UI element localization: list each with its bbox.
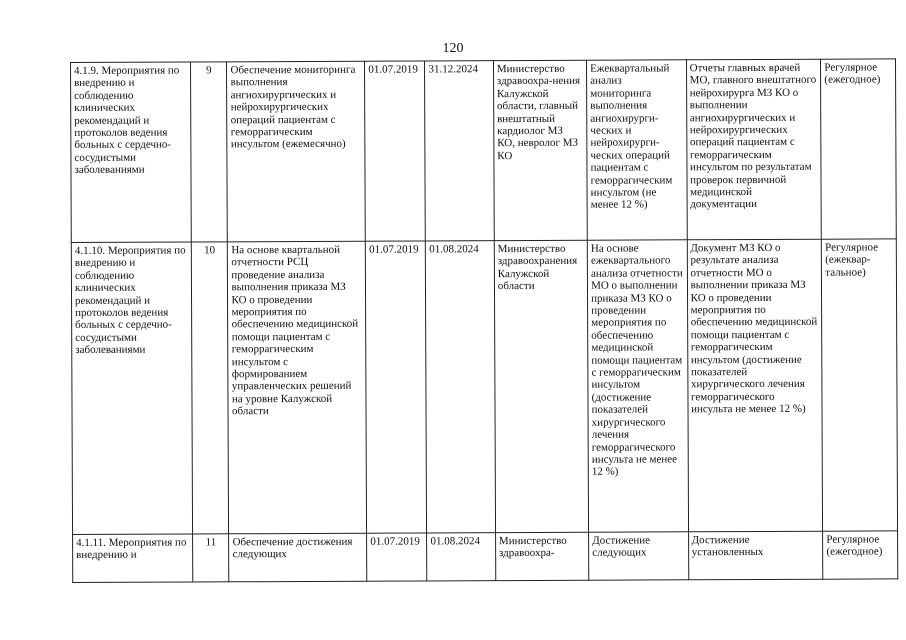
table-row xyxy=(71,59,897,243)
measure-name: 4.1.11. Мероприятия по внедрению и xyxy=(73,534,193,583)
periodicity: Регулярное (ежегодное) xyxy=(821,59,896,239)
start-date: 01.07.2019 xyxy=(365,61,426,241)
end-date: 31.12.2024 xyxy=(425,61,494,241)
periodicity: Регулярное (ежегодное) xyxy=(823,531,898,579)
table-row xyxy=(73,531,898,583)
executor: Министерство здравоохранения Калужской области xyxy=(494,240,589,532)
start-date: 01.07.2019 xyxy=(366,241,427,533)
characteristic: Ежеквартальный анализ мониторинга выполнения ангиохирурги-ческих и нейрохирурги-ческих операций пациентам с геморрагическим инсультом (не менее 12 %) xyxy=(587,60,687,240)
row-number: 10 xyxy=(192,242,230,534)
row-number: 11 xyxy=(193,534,229,582)
row-number: 9 xyxy=(191,62,228,242)
measure-description: На основе квартальной отчетности РСЦ проведение анализа выполнения приказа МЗ КО о проведении мероприятия по обеспечению медицинской помощи пациентам с геморрагическим инсультом с формированием управленческих решений на уровне Калужской области xyxy=(228,241,367,534)
characteristic: Достижение следующих xyxy=(589,532,689,580)
measures-table xyxy=(70,58,898,583)
result: Достижение установленных xyxy=(688,531,823,580)
characteristic: На основе ежеквартального анализа отчетности МО о выполнении приказа МЗ КО о проведении мероприятия по обеспечению медицинской помощи пациентам с геморрагическим инсультом (достижение показателей хирургического лечения геморрагического инсульта не менее 12 %) xyxy=(587,240,688,532)
measure-name: 4.1.9. Мероприятия по внедрению и соблюдению клинических рекомендаций и протоколов ведения больных с сердечно-сосудистыми заболеваниями xyxy=(71,62,192,243)
measure-description: Обеспечение достижения следующих xyxy=(229,533,367,582)
executor: Министерство здравоохра-нения Калужской области, главный внештатный кардиолог МЗ КО, невролог МЗ КО xyxy=(493,60,587,240)
end-date: 01.08.2024 xyxy=(427,533,496,581)
result: Отчеты главных врачей МО, главного внештатного нейрохирурга МЗ КО о выполнении ангиохирургических и нейрохирургических операций пациентам с геморрагическим инсультом по результатам проверок первичной медицинской документации xyxy=(686,59,822,240)
measure-description: Обеспечение мониторинга выполнения ангиохирургических и нейрохирургических операций пациентам с геморрагическим инсультом (ежемесячно) xyxy=(227,61,366,242)
measure-name: 4.1.10. Мероприятия по внедрению и соблюдению клинических рекомендаций и протоколов ведения больных с сердечно-сосудистыми заболеваниями xyxy=(71,242,192,535)
result: Документ МЗ КО о результате анализа отчетности МО о выполнении приказа МЗ КО о проведении мероприятия по обеспечению медицинской помощи пациентам с геморрагическим инсультом (достижение показателей хирургического лечения геморрагического инсульта не менее 12 %) xyxy=(687,239,823,532)
page-number: 120 xyxy=(442,41,464,56)
executor: Министерство здравоохра- xyxy=(495,532,588,580)
periodicity: Регулярное (ежеквар-тальное) xyxy=(822,239,898,531)
end-date: 01.08.2024 xyxy=(426,241,496,533)
table-row xyxy=(71,239,897,535)
start-date: 01.07.2019 xyxy=(367,533,427,581)
